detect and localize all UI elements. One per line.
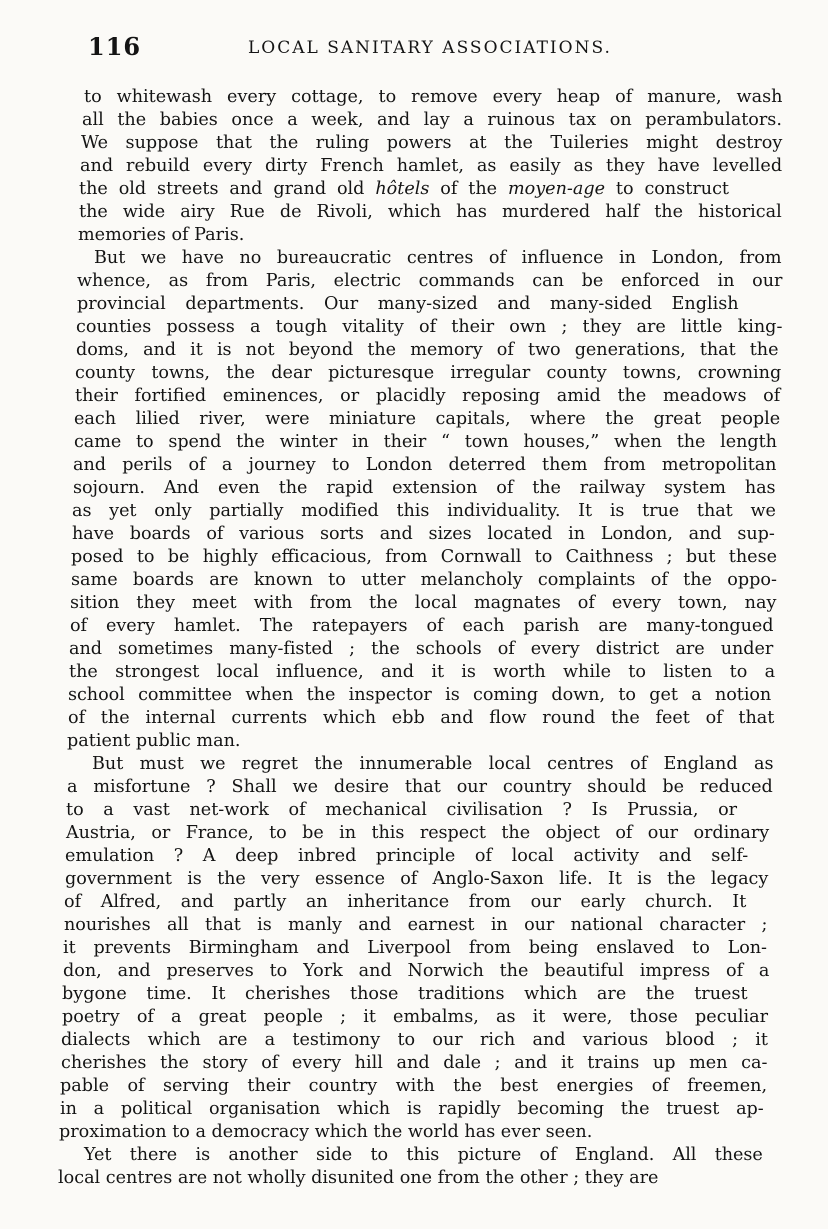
text-line: county towns, the dear picturesque irregular county towns, crowning [75, 363, 782, 383]
text-line: all the babies once a week, and lay a ruinous tax on perambulators. [82, 110, 782, 130]
text-line: a misfortune ? Shall we desire that our country should be reduced [67, 777, 773, 797]
text-line: local centres are not wholly disunited one from the other ; they are [58, 1168, 659, 1188]
text-line: bygone time. It cherishes those traditions which are the truest [62, 984, 748, 1004]
text-line: and rebuild every dirty French hamlet, as easily as they have levelled [80, 156, 783, 176]
text-line: whence, as from Paris, electric commands can be enforced in our [77, 271, 783, 291]
text-line: the wide airy Rue de Rivoli, which has murdered half the historical [79, 202, 782, 222]
text-line: of the internal currents which ebb and flow round the feet of that [68, 708, 775, 728]
text-line: memories of Paris. [78, 225, 245, 245]
text-line: counties possess a tough vitality of their own ; they are little king- [76, 317, 783, 337]
text-line: and sometimes many-fisted ; the schools of every district are under [69, 639, 774, 659]
line-segment: the old streets and grand old [79, 179, 376, 199]
text-line: emulation ? A deep inbred principle of local activity and self- [65, 846, 749, 866]
text-line: it prevents Birmingham and Liverpool from being enslaved to Lon- [63, 938, 767, 958]
text-line: proximation to a democracy which the world has ever seen. [59, 1122, 593, 1142]
text-line: each lilied river, were miniature capitals, where the great people [74, 409, 781, 429]
text-line: posed to be highly efficacious, from Cornwall to Caithness ; but these [71, 547, 778, 567]
text-line: sition they meet with from the local magnates of every town, nay [70, 593, 777, 613]
text-line: We suppose that the ruling powers at the Tuileries might destroy [81, 133, 783, 153]
text-line: government is the very essence of Anglo-Saxon life. It is the legacy [65, 869, 769, 889]
text-line: Austria, or France, to be in this respect the object of our ordinary [66, 823, 770, 843]
text-line: to whitewash every cottage, to remove every heap of manure, wash [84, 87, 783, 107]
text-line: provincial departments. Our many-sized and many-sided English [77, 294, 739, 314]
italic-word: hôtels [375, 179, 430, 199]
text-line: and perils of a journey to London deterred them from metropolitan [73, 455, 777, 475]
text-line: pable of serving their country with the best energies of freemen, [60, 1076, 768, 1096]
text-line: as yet only partially modified this individuality. It is true that we [72, 501, 776, 521]
text-line: to a vast net-work of mechanical civilisation ? Is Prussia, or [66, 800, 738, 820]
text-line: But must we regret the innumerable local centres of England as [92, 754, 774, 774]
text-line: But we have no bureaucratic centres of influence in London, from [94, 248, 782, 268]
page-number: 116 [88, 32, 142, 61]
text-line: patient public man. [67, 731, 241, 751]
text-line: of every hamlet. The ratepayers of each parish are many-tongued [70, 616, 774, 636]
line-segment: of the [429, 179, 508, 199]
text-line: nourishes all that is manly and earnest in our national character ; [64, 915, 768, 935]
text-line: cherishes the story of every hill and dale ; and it trains up men ca- [61, 1053, 768, 1073]
text-line: school committee when the inspector is coming down, to get a notion [68, 685, 772, 705]
running-head: LOCAL SANITARY ASSOCIATIONS. [248, 38, 612, 58]
text-line: dialects which are a testimony to our rich and various blood ; it [61, 1030, 768, 1050]
text-line: their fortified eminences, or placidly reposing amid the meadows of [75, 386, 781, 406]
text-line: poetry of a great people ; it embalms, as it were, those peculiar [62, 1007, 769, 1027]
text-line: sojourn. And even the rapid extension of the railway system has [73, 478, 776, 498]
text-line: same boards are known to utter melancholy complaints of the oppo- [71, 570, 777, 590]
text-line: Yet there is another side to this picture of England. All these [84, 1145, 763, 1165]
page-header [88, 32, 788, 64]
italic-word: moyen-age [507, 179, 606, 199]
line-segment: to construct [605, 179, 729, 199]
text-line: came to spend the winter in their “ town houses,” when the length [74, 432, 777, 452]
text-line: the strongest local influence, and it is worth while to listen to a [69, 662, 776, 682]
text-line: have boards of various sorts and sizes located in London, and sup- [72, 524, 775, 544]
text-line: of Alfred, and partly an inheritance from our early church. It [64, 892, 747, 912]
text-line: in a political organisation which is rapidly becoming the truest ap- [60, 1099, 764, 1119]
text-line: don, and preserves to York and Norwich the beautiful impress of a [63, 961, 770, 981]
text-line [79, 178, 729, 200]
text-line: doms, and it is not beyond the memory of two generations, that the [76, 340, 779, 360]
